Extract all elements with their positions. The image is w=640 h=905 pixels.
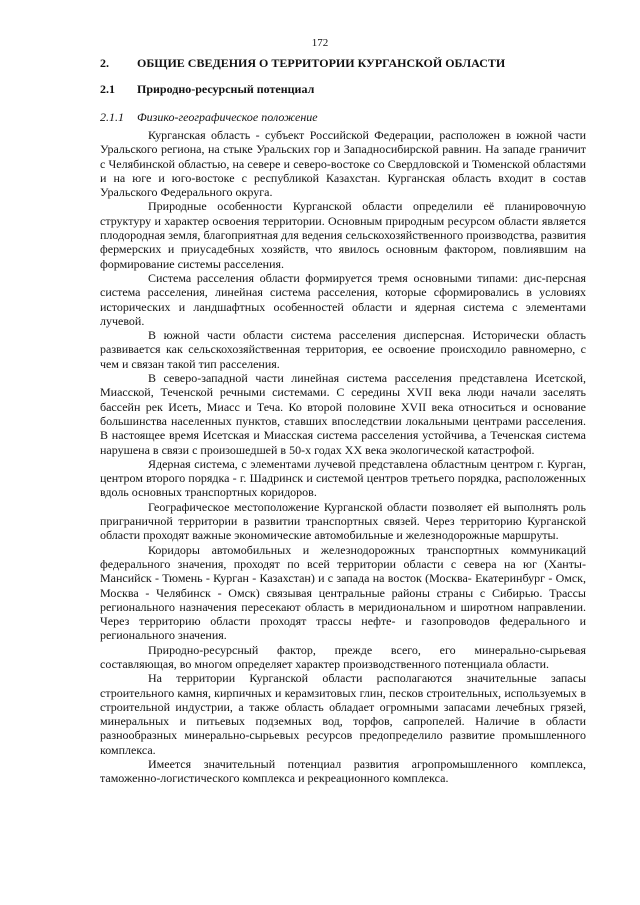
subsubsection-title: Физико-географическое положение	[137, 110, 318, 124]
subsection-title: Природно-ресурсный потенциал	[137, 82, 315, 96]
paragraph: Географическое местоположение Курганской области позволяет ей выполнять роль приграничной территории в развитии транспортных связей. Через территорию Курганской области проходят важные экономические автомобильные и железнодорожные маршруты.	[100, 499, 586, 543]
subsubsection-number: 2.1.1	[100, 110, 124, 124]
paragraph: Курганская область - субъект Российской Федерации, расположен в южной части Уральского региона, на стыке Уральских гор и Западносибирской равнин. На западе граничит с Челябинской областью, на севере и северо-востоке со Свердловской и Тюменской областями и на юге и юго-востоке с республикой Казахстан. Курганская область входит в состав Уральского Федерального округа.	[100, 128, 586, 200]
page-number: 172	[311, 37, 329, 49]
paragraph: В северо-западной части линейная система расселения представлена Исетской, Миасской, Теченской речными системами. С середины XVII века люди начали заселять бассейн рек Исеть, Миасс и Теча. Ко второй половине XVII века относиться и основание большинства населенных пунктов, ставших впоследствии локальными центрами расселения. В настоящее время Исетская и Миасская система расселения устойчива, а Теченская система нарушена в связи с произошедшей в 50-х годах XX века экологической катастрофой.	[100, 371, 587, 457]
subsection-number: 2.1	[100, 82, 115, 96]
paragraph: В южной части области система расселения дисперсная. Исторически область развивается как сельскохозяйственная территория, ее освоение происходило равномерно, с чем и связан такой тип расселения.	[100, 328, 586, 371]
paragraph: Имеется значительный потенциал развития агропромышленного комплекса, таможенно-логистического комплекса и рекреационного комплекса.	[100, 757, 586, 786]
paragraph: Система расселения области формируется тремя основными типами: дис-персная система расселения, линейная система расселения, которые сформировались в условиях исторических и ландшафтных особенностей области и ядерная система с элементами лучевой.	[100, 270, 586, 328]
subsection-heading	[100, 82, 540, 97]
paragraph: На территории Курганской области располагаются значительные запасы строительного камня, кирпичных и керамзитовых глин, песков строительных, используемых в строительной индустрии, а также область обладает огромными запасами лечебных грязей, минеральных и питьевых подземных вод, торфов, сапропелей. Наличие в области разнообразных минерально-сырьевых ресурсов предопределило развитие промышленного комплекса.	[100, 671, 586, 757]
subsubsection-heading	[100, 110, 540, 125]
paragraph: Коридоры автомобильных и железнодорожных транспортных коммуникаций федерального значения, проходят по всей территории области с севера на юг (Ханты-Мансийск - Тюмень - Курган - Казахстан) и с запада на восток (Москва- Екатеринбург - Омск, Москва - Челябинск - Омск) связывая центральные районы страны с Сибирью. Трассы регионального назначения пересекают область в меридиональном и широтном направлении. Через территорию области проходят трассы нефте- и газопроводов федерального и регионального значения.	[100, 542, 586, 643]
section-title: ОБЩИЕ СВЕДЕНИЯ О ТЕРРИТОРИИ КУРГАНСКОЙ ОБЛАСТИ	[137, 56, 506, 70]
section-heading	[100, 56, 540, 71]
paragraph: Природно-ресурсный фактор, прежде всего, его минерально-сырьевая составляющая, во многом определяет характер производственного потенциала области.	[100, 642, 586, 671]
section-number: 2.	[100, 56, 109, 70]
paragraph: Природные особенности Курганской области определили её планировочную структуру и характер освоения территории. Основным природным ресурсом области является плодородная земля, благоприятная для ведения сельскохозяйственного производства, развития фермерских и приусадебных хозяйств, что явилось основным фактором, повлиявшим на формирование системы расселения.	[100, 199, 586, 271]
paragraph: Ядерная система, с элементами лучевой представлена областным центром г. Курган, центром второго порядка - г. Шадринск и системой центров третьего порядка, расположенных вдоль основных транспортных коридоров.	[100, 456, 586, 500]
body-text	[100, 128, 586, 786]
